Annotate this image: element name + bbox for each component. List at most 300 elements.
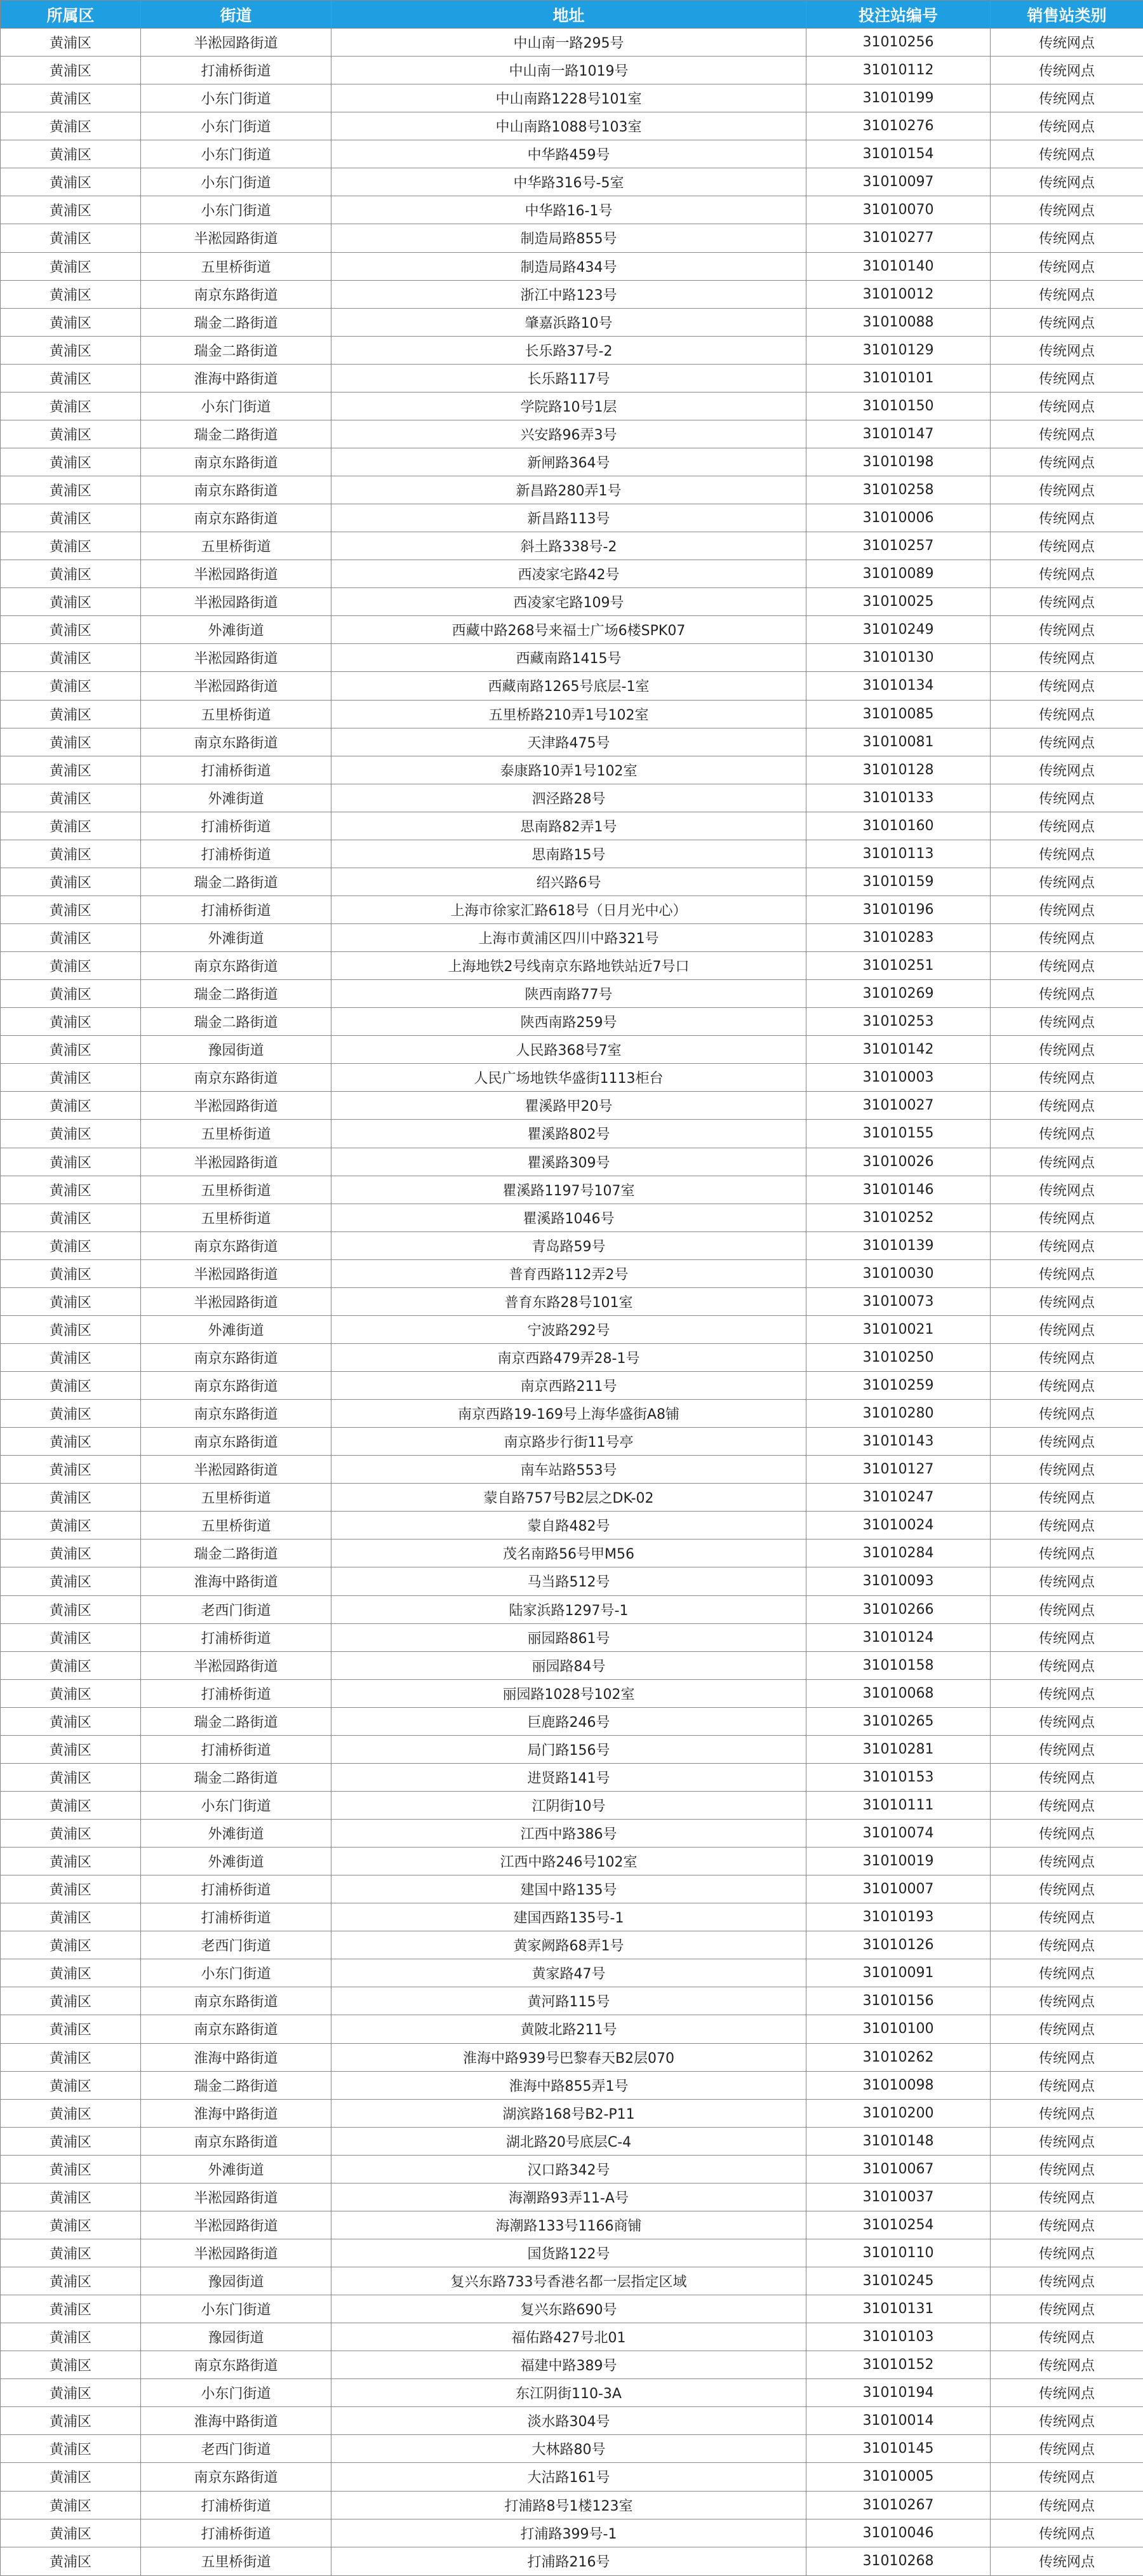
district-cell: 黄浦区	[1, 2435, 141, 2463]
station-type-cell: 传统网点	[991, 2547, 1143, 2575]
station-id-cell: 31010252	[806, 1204, 991, 1231]
subdistrict-cell: 瑞金二路街道	[141, 336, 331, 364]
district-cell: 黄浦区	[1, 2211, 141, 2239]
subdistrict-cell: 打浦桥街道	[141, 1903, 331, 1931]
station-type-cell: 传统网点	[991, 588, 1143, 616]
table-row	[1, 1735, 1143, 1763]
district-cell: 黄浦区	[1, 532, 141, 560]
table-row	[1, 420, 1143, 448]
subdistrict-cell: 老西门街道	[141, 1595, 331, 1623]
district-cell: 黄浦区	[1, 364, 141, 392]
subdistrict-cell: 南京东路街道	[141, 1987, 331, 2015]
subdistrict-cell: 南京东路街道	[141, 2463, 331, 2491]
table-row	[1, 1259, 1143, 1287]
district-cell: 黄浦区	[1, 2099, 141, 2127]
subdistrict-cell: 外滩街道	[141, 924, 331, 952]
station-id-cell: 31010019	[806, 1848, 991, 1875]
column-header-district: 所属区	[1, 1, 141, 29]
address-cell: 上海市徐家汇路618号（日月光中心）	[331, 896, 806, 923]
station-id-cell: 31010257	[806, 532, 991, 560]
district-cell: 黄浦区	[1, 448, 141, 476]
station-type-cell: 传统网点	[991, 336, 1143, 364]
station-id-cell: 31010006	[806, 504, 991, 532]
address-cell: 南京西路211号	[331, 1372, 806, 1400]
district-cell: 黄浦区	[1, 196, 141, 224]
station-type-cell: 传统网点	[991, 2071, 1143, 2099]
station-id-cell: 31010251	[806, 952, 991, 980]
table-body	[1, 29, 1143, 2576]
table-row	[1, 1512, 1143, 1540]
district-cell: 黄浦区	[1, 476, 141, 504]
subdistrict-cell: 南京东路街道	[141, 448, 331, 476]
table-row	[1, 112, 1143, 140]
station-id-cell: 31010139	[806, 1231, 991, 1259]
station-id-cell: 31010037	[806, 2183, 991, 2211]
district-cell: 黄浦区	[1, 1987, 141, 2015]
table-row	[1, 896, 1143, 923]
station-id-cell: 31010111	[806, 1791, 991, 1819]
station-type-cell: 传统网点	[991, 504, 1143, 532]
station-id-cell: 31010153	[806, 1763, 991, 1791]
address-cell: 马当路512号	[331, 1567, 806, 1595]
station-id-cell: 31010150	[806, 392, 991, 420]
subdistrict-cell: 五里桥街道	[141, 532, 331, 560]
address-cell: 制造局路434号	[331, 252, 806, 280]
station-id-cell: 31010148	[806, 2127, 991, 2155]
district-cell: 黄浦区	[1, 1820, 141, 1848]
station-type-cell: 传统网点	[991, 1623, 1143, 1651]
subdistrict-cell: 打浦桥街道	[141, 1735, 331, 1763]
subdistrict-cell: 小东门街道	[141, 2379, 331, 2407]
station-type-cell: 传统网点	[991, 1875, 1143, 1903]
station-type-cell: 传统网点	[991, 2155, 1143, 2183]
station-type-cell: 传统网点	[991, 812, 1143, 840]
address-cell: 瞿溪路1197号107室	[331, 1176, 806, 1204]
station-id-cell: 31010074	[806, 1820, 991, 1848]
station-type-cell: 传统网点	[991, 1735, 1143, 1763]
station-type-cell: 传统网点	[991, 560, 1143, 588]
address-cell: 淡水路304号	[331, 2407, 806, 2435]
address-cell: 普育西路112弄2号	[331, 1259, 806, 1287]
station-id-cell: 31010268	[806, 2547, 991, 2575]
station-id-cell: 31010147	[806, 420, 991, 448]
station-id-cell: 31010027	[806, 1092, 991, 1120]
subdistrict-cell: 外滩街道	[141, 2155, 331, 2183]
subdistrict-cell: 五里桥街道	[141, 1176, 331, 1204]
address-cell: 丽园路861号	[331, 1623, 806, 1651]
subdistrict-cell: 南京东路街道	[141, 2351, 331, 2379]
table-row	[1, 2183, 1143, 2211]
station-type-cell: 传统网点	[991, 728, 1143, 756]
station-id-cell: 31010070	[806, 196, 991, 224]
district-cell: 黄浦区	[1, 57, 141, 84]
station-type-cell: 传统网点	[991, 1315, 1143, 1343]
column-header-station-type: 销售站类别	[991, 1, 1143, 29]
station-type-cell: 传统网点	[991, 672, 1143, 700]
subdistrict-cell: 外滩街道	[141, 1820, 331, 1848]
address-cell: 新昌路113号	[331, 504, 806, 532]
table-row	[1, 672, 1143, 700]
subdistrict-cell: 五里桥街道	[141, 700, 331, 728]
station-type-cell: 传统网点	[991, 1372, 1143, 1400]
address-cell: 天津路475号	[331, 728, 806, 756]
table-row	[1, 1679, 1143, 1707]
station-id-cell: 31010131	[806, 2295, 991, 2323]
district-cell: 黄浦区	[1, 308, 141, 336]
station-type-cell: 传统网点	[991, 1400, 1143, 1428]
station-id-cell: 31010142	[806, 1036, 991, 1064]
address-cell: 进贤路141号	[331, 1763, 806, 1791]
district-cell: 黄浦区	[1, 952, 141, 980]
subdistrict-cell: 瑞金二路街道	[141, 308, 331, 336]
district-cell: 黄浦区	[1, 168, 141, 196]
station-id-cell: 31010026	[806, 1148, 991, 1176]
station-id-cell: 31010258	[806, 476, 991, 504]
district-cell: 黄浦区	[1, 84, 141, 112]
subdistrict-cell: 半淞园路街道	[141, 2239, 331, 2267]
district-cell: 黄浦区	[1, 728, 141, 756]
subdistrict-cell: 豫园街道	[141, 2267, 331, 2295]
station-id-cell: 31010101	[806, 364, 991, 392]
station-type-cell: 传统网点	[991, 29, 1143, 57]
subdistrict-cell: 豫园街道	[141, 2323, 331, 2351]
table-row	[1, 784, 1143, 812]
station-id-cell: 31010129	[806, 336, 991, 364]
address-cell: 泗泾路28号	[331, 784, 806, 812]
table-row	[1, 1651, 1143, 1679]
address-cell: 长乐路37号-2	[331, 336, 806, 364]
station-type-cell: 传统网点	[991, 924, 1143, 952]
district-cell: 黄浦区	[1, 672, 141, 700]
station-type-cell: 传统网点	[991, 1848, 1143, 1875]
district-cell: 黄浦区	[1, 2015, 141, 2043]
district-cell: 黄浦区	[1, 2351, 141, 2379]
district-cell: 黄浦区	[1, 1735, 141, 1763]
district-cell: 黄浦区	[1, 2071, 141, 2099]
address-cell: 肇嘉浜路10号	[331, 308, 806, 336]
table-row	[1, 84, 1143, 112]
station-id-cell: 31010103	[806, 2323, 991, 2351]
station-type-cell: 传统网点	[991, 2463, 1143, 2491]
subdistrict-cell: 五里桥街道	[141, 1120, 331, 1148]
column-header-subdistrict: 街道	[141, 1, 331, 29]
district-cell: 黄浦区	[1, 1315, 141, 1343]
address-cell: 黄家阙路68弄1号	[331, 1931, 806, 1959]
station-id-cell: 31010068	[806, 1679, 991, 1707]
station-type-cell: 传统网点	[991, 420, 1143, 448]
station-type-cell: 传统网点	[991, 1008, 1143, 1036]
table-row	[1, 1176, 1143, 1204]
station-type-cell: 传统网点	[991, 980, 1143, 1008]
address-cell: 局门路156号	[331, 1735, 806, 1763]
subdistrict-cell: 南京东路街道	[141, 1372, 331, 1400]
station-id-cell: 31010067	[806, 2155, 991, 2183]
subdistrict-cell: 半淞园路街道	[141, 2211, 331, 2239]
station-type-cell: 传统网点	[991, 1204, 1143, 1231]
station-type-cell: 传统网点	[991, 2127, 1143, 2155]
address-cell: 斜土路338号-2	[331, 532, 806, 560]
table-row	[1, 560, 1143, 588]
station-id-cell: 31010127	[806, 1456, 991, 1484]
address-cell: 黄河路115号	[331, 1987, 806, 2015]
district-cell: 黄浦区	[1, 2155, 141, 2183]
table-row	[1, 336, 1143, 364]
station-type-cell: 传统网点	[991, 2211, 1143, 2239]
district-cell: 黄浦区	[1, 644, 141, 672]
subdistrict-cell: 打浦桥街道	[141, 812, 331, 840]
station-id-cell: 31010155	[806, 1120, 991, 1148]
table-row	[1, 1959, 1143, 1987]
subdistrict-cell: 南京东路街道	[141, 2127, 331, 2155]
district-cell: 黄浦区	[1, 224, 141, 252]
station-id-cell: 31010253	[806, 1008, 991, 1036]
address-cell: 中山南路1228号101室	[331, 84, 806, 112]
station-type-cell: 传统网点	[991, 644, 1143, 672]
table-row	[1, 448, 1143, 476]
subdistrict-cell: 老西门街道	[141, 1931, 331, 1959]
address-cell: 西藏南路1265号底层-1室	[331, 672, 806, 700]
subdistrict-cell: 淮海中路街道	[141, 364, 331, 392]
address-cell: 绍兴路6号	[331, 868, 806, 896]
station-id-cell: 31010091	[806, 1959, 991, 1987]
address-cell: 巨鹿路246号	[331, 1707, 806, 1735]
station-type-cell: 传统网点	[991, 700, 1143, 728]
table-row	[1, 280, 1143, 308]
subdistrict-cell: 小东门街道	[141, 168, 331, 196]
district-cell: 黄浦区	[1, 588, 141, 616]
station-id-cell: 31010262	[806, 2043, 991, 2071]
district-cell: 黄浦区	[1, 392, 141, 420]
table-row	[1, 532, 1143, 560]
table-row	[1, 1484, 1143, 1512]
district-cell: 黄浦区	[1, 336, 141, 364]
station-id-cell: 31010143	[806, 1428, 991, 1456]
station-type-cell: 传统网点	[991, 196, 1143, 224]
address-cell: 南车站路553号	[331, 1456, 806, 1484]
station-type-cell: 传统网点	[991, 868, 1143, 896]
station-type-cell: 传统网点	[991, 2323, 1143, 2351]
station-id-cell: 31010198	[806, 448, 991, 476]
station-id-cell: 31010276	[806, 112, 991, 140]
station-type-cell: 传统网点	[991, 280, 1143, 308]
station-type-cell: 传统网点	[991, 1036, 1143, 1064]
address-cell: 东江阴街110-3A	[331, 2379, 806, 2407]
address-cell: 中华路16-1号	[331, 196, 806, 224]
station-type-cell: 传统网点	[991, 1987, 1143, 2015]
address-cell: 黄家路47号	[331, 1959, 806, 1987]
address-cell: 复兴东路690号	[331, 2295, 806, 2323]
subdistrict-cell: 南京东路街道	[141, 280, 331, 308]
station-type-cell: 传统网点	[991, 1707, 1143, 1735]
address-cell: 中华路459号	[331, 140, 806, 168]
subdistrict-cell: 瑞金二路街道	[141, 420, 331, 448]
address-cell: 蒙自路757号B2层之DK-02	[331, 1484, 806, 1512]
station-id-cell: 31010194	[806, 2379, 991, 2407]
station-type-cell: 传统网点	[991, 1651, 1143, 1679]
subdistrict-cell: 打浦桥街道	[141, 2491, 331, 2519]
subdistrict-cell: 小东门街道	[141, 112, 331, 140]
station-type-cell: 传统网点	[991, 1903, 1143, 1931]
address-cell: 思南路15号	[331, 840, 806, 868]
subdistrict-cell: 南京东路街道	[141, 1428, 331, 1456]
table-row	[1, 168, 1143, 196]
address-cell: 淮海中路855弄1号	[331, 2071, 806, 2099]
subdistrict-cell: 南京东路街道	[141, 728, 331, 756]
station-type-cell: 传统网点	[991, 784, 1143, 812]
station-id-cell: 31010249	[806, 616, 991, 644]
station-id-cell: 31010088	[806, 308, 991, 336]
subdistrict-cell: 打浦桥街道	[141, 2519, 331, 2547]
district-cell: 黄浦区	[1, 700, 141, 728]
subdistrict-cell: 半淞园路街道	[141, 1456, 331, 1484]
address-cell: 建国西路135号-1	[331, 1903, 806, 1931]
table-row	[1, 57, 1143, 84]
station-type-cell: 传统网点	[991, 616, 1143, 644]
address-cell: 建国中路135号	[331, 1875, 806, 1903]
subdistrict-cell: 小东门街道	[141, 196, 331, 224]
station-type-cell: 传统网点	[991, 1820, 1143, 1848]
address-cell: 新昌路280弄1号	[331, 476, 806, 504]
district-cell: 黄浦区	[1, 1064, 141, 1092]
subdistrict-cell: 打浦桥街道	[141, 756, 331, 784]
station-id-cell: 31010003	[806, 1064, 991, 1092]
station-id-cell: 31010113	[806, 840, 991, 868]
table-row	[1, 1231, 1143, 1259]
district-cell: 黄浦区	[1, 1343, 141, 1371]
table-row	[1, 1707, 1143, 1735]
table-row	[1, 700, 1143, 728]
station-type-cell: 传统网点	[991, 1064, 1143, 1092]
subdistrict-cell: 半淞园路街道	[141, 644, 331, 672]
address-cell: 海潮路93弄11-A号	[331, 2183, 806, 2211]
address-cell: 西凌家宅路109号	[331, 588, 806, 616]
address-cell: 兴安路96弄3号	[331, 420, 806, 448]
station-id-cell: 31010284	[806, 1540, 991, 1567]
station-id-cell: 31010269	[806, 980, 991, 1008]
address-cell: 福佑路427号北01	[331, 2323, 806, 2351]
table-header	[1, 1, 1143, 29]
table-row	[1, 1204, 1143, 1231]
subdistrict-cell: 小东门街道	[141, 1791, 331, 1819]
subdistrict-cell: 打浦桥街道	[141, 57, 331, 84]
table-row	[1, 980, 1143, 1008]
district-cell: 黄浦区	[1, 1428, 141, 1456]
table-row	[1, 2099, 1143, 2127]
subdistrict-cell: 小东门街道	[141, 2295, 331, 2323]
station-type-cell: 传统网点	[991, 840, 1143, 868]
station-id-cell: 31010007	[806, 1875, 991, 1903]
station-type-cell: 传统网点	[991, 2295, 1143, 2323]
address-cell: 中山南路1088号103室	[331, 112, 806, 140]
station-type-cell: 传统网点	[991, 2015, 1143, 2043]
station-id-cell: 31010046	[806, 2519, 991, 2547]
address-cell: 打浦路399号-1	[331, 2519, 806, 2547]
station-id-cell: 31010266	[806, 1595, 991, 1623]
station-id-cell: 31010025	[806, 588, 991, 616]
table-row	[1, 2127, 1143, 2155]
header-row	[1, 1, 1143, 29]
district-cell: 黄浦区	[1, 756, 141, 784]
table-row	[1, 252, 1143, 280]
station-type-cell: 传统网点	[991, 308, 1143, 336]
district-cell: 黄浦区	[1, 1679, 141, 1707]
station-id-cell: 31010100	[806, 2015, 991, 2043]
station-type-cell: 传统网点	[991, 1120, 1143, 1148]
subdistrict-cell: 南京东路街道	[141, 1064, 331, 1092]
table-row	[1, 1092, 1143, 1120]
table-row	[1, 756, 1143, 784]
table-row	[1, 1763, 1143, 1791]
district-cell: 黄浦区	[1, 1456, 141, 1484]
station-type-cell: 传统网点	[991, 1679, 1143, 1707]
district-cell: 黄浦区	[1, 1903, 141, 1931]
subdistrict-cell: 小东门街道	[141, 84, 331, 112]
district-cell: 黄浦区	[1, 1512, 141, 1540]
district-cell: 黄浦区	[1, 980, 141, 1008]
district-cell: 黄浦区	[1, 1763, 141, 1791]
district-cell: 黄浦区	[1, 1287, 141, 1315]
station-id-cell: 31010247	[806, 1484, 991, 1512]
table-row	[1, 2379, 1143, 2407]
table-row	[1, 1428, 1143, 1456]
station-type-cell: 传统网点	[991, 448, 1143, 476]
table-row	[1, 2547, 1143, 2575]
station-id-cell: 31010154	[806, 140, 991, 168]
station-id-cell: 31010128	[806, 756, 991, 784]
table-row	[1, 1456, 1143, 1484]
district-cell: 黄浦区	[1, 112, 141, 140]
address-cell: 上海市黄浦区四川中路321号	[331, 924, 806, 952]
station-id-cell: 31010193	[806, 1903, 991, 1931]
address-cell: 浙江中路123号	[331, 280, 806, 308]
subdistrict-cell: 五里桥街道	[141, 1512, 331, 1540]
table-row	[1, 476, 1143, 504]
district-cell: 黄浦区	[1, 868, 141, 896]
subdistrict-cell: 南京东路街道	[141, 504, 331, 532]
district-cell: 黄浦区	[1, 560, 141, 588]
address-cell: 湖滨路168号B2-P11	[331, 2099, 806, 2127]
district-cell: 黄浦区	[1, 2183, 141, 2211]
table-row	[1, 29, 1143, 57]
table-row	[1, 196, 1143, 224]
subdistrict-cell: 外滩街道	[141, 616, 331, 644]
address-cell: 青岛路59号	[331, 1231, 806, 1259]
district-cell: 黄浦区	[1, 1623, 141, 1651]
subdistrict-cell: 瑞金二路街道	[141, 868, 331, 896]
district-cell: 黄浦区	[1, 1484, 141, 1512]
station-type-cell: 传统网点	[991, 2099, 1143, 2127]
table-row	[1, 1372, 1143, 1400]
district-cell: 黄浦区	[1, 2463, 141, 2491]
table-row	[1, 2435, 1143, 2463]
district-cell: 黄浦区	[1, 1540, 141, 1567]
table-row	[1, 1903, 1143, 1931]
subdistrict-cell: 打浦桥街道	[141, 1623, 331, 1651]
address-cell: 陕西南路259号	[331, 1008, 806, 1036]
table-row	[1, 2015, 1143, 2043]
subdistrict-cell: 淮海中路街道	[141, 2407, 331, 2435]
station-type-cell: 传统网点	[991, 1540, 1143, 1567]
subdistrict-cell: 外滩街道	[141, 784, 331, 812]
district-cell: 黄浦区	[1, 1595, 141, 1623]
station-type-cell: 传统网点	[991, 1428, 1143, 1456]
subdistrict-cell: 打浦桥街道	[141, 1679, 331, 1707]
address-cell: 南京西路19-169号上海华盛街A8铺	[331, 1400, 806, 1428]
station-type-cell: 传统网点	[991, 252, 1143, 280]
table-row	[1, 1064, 1143, 1092]
address-cell: 海潮路133号1166商铺	[331, 2211, 806, 2239]
subdistrict-cell: 半淞园路街道	[141, 1148, 331, 1176]
